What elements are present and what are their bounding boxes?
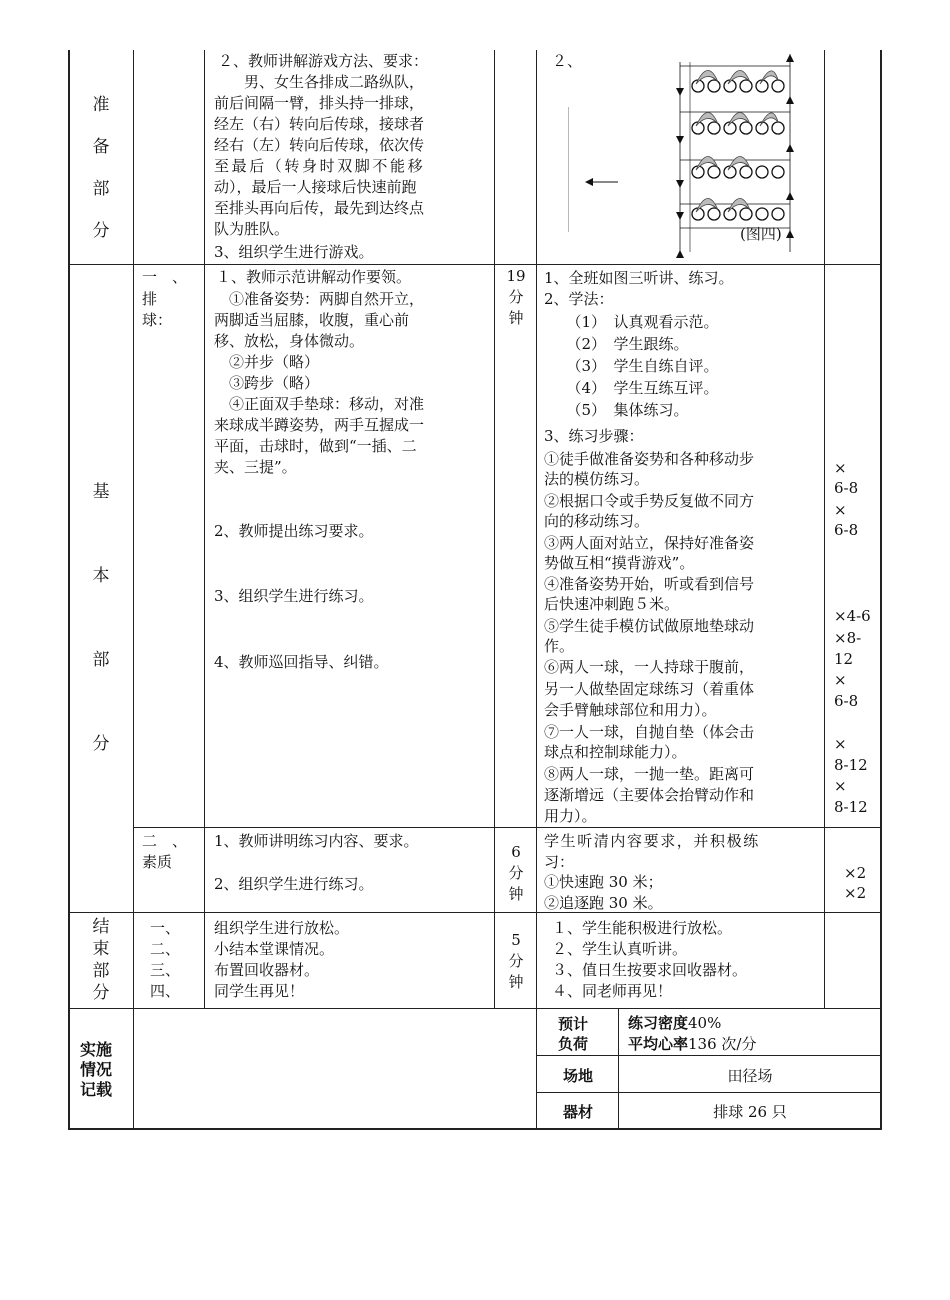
prep-student-num: ２、 [552,52,583,70]
lesson-plan-table: 准 备 部 分 ２、教师讲解游戏方法、要求： 男、女生各排成二路纵队， 前后间隔一臂，排头持一排球， 经左（右）转向后传球，接球者 经右（左）转向后传球，依次传 至最后（转身时双脚不能移 动），最后一人接球后快速前跑 至排头再向后传，最先到达终点 队为胜队。 3、组织学生进行游戏。 ２、 (图四) 基 本 部 分 一 、 排 球： １、教师示范讲解动作要领。 ①准备姿势：两脚自然开立， 两脚适当屈膝，收腹，重心前 移、放松，身体微动。 ②并步（略） ③跨步（略） ④正面双手垫球：移动，对准 来球成半蹲姿势，两手互握成一 平面，击球时，做到“一插、二 夹、三提”。 2、教师提出练习要求。 3、组织学生进行练习。 4、教师巡回指导、纠错。 19 分 钟 1、全班如图三听讲、练习。 2、学法： （1） 认真观看示范。 （2） 学生跟练。 （3） 学生自练自评。 （4） 学生互练互评。 （5） 集体练习。 3、练习步骤： ①徒手做准备姿势和各种移动步 法的模仿练习。 ②根据口令或手势反复做不同方 向的移动练习。 ③两人面对站立，保持好准备姿 势做互相“摸背游戏”。 ④准备姿势开始，听或看到信号 后快速冲刺跑５米。 ⑤学生徒手模仿试做原地垫球动 作。 ⑥两人一球，一人持球于腹前， 另一人做垫固定球练习（着重体 会手臂触球部位和用力）。 ⑦一人一球，自抛自垫（体会击 球点和控制球能力）。 ⑧两人一球，一抛一垫。距离可 逐渐增远（主要体会抬臂动作和 用力）。 × 6-8 × 6-8 ×4-6 ×8- 12 × 6-8 × 8-12 × 8-12 二 、 素质 1、教师讲明练习内容、要求。 2、组织学生进行练习。 6 分 钟 学生听清内容要求，并积极练 习： ①快速跑 30 米； ②追逐跑 30 米。 ×2 ×2 结 束 部 分 一、 二、 三、 四、 组织学生进行放松。 小结本堂课情况。 布置回收器材。 同学生再见！ 5 分 钟 １、学生能积极进行放松。 ２、学生认真听讲。 ３、值日生按要求回收器材。 ４、同老师再见！ 实施 情况 记载 预计 负荷 练习密度40% 平均心率136 次/分 场地 田径场 器材 排球 26 只 [68,50,881,1130]
venue-label: 场地 [562,1067,593,1085]
prep-section-label: 准 备 部 分 [92,95,110,241]
equipment-label: 器材 [562,1103,593,1121]
end-time: 5 分 钟 [508,931,524,991]
equipment-value: 排球 26 只 [713,1103,787,1121]
figure-caption: (图四) [740,225,782,243]
venue-value: 田径场 [727,1067,773,1085]
end-section-label: 结 束 部 分 [92,917,110,1003]
implementation-label: 实施 情况 记载 [80,1040,113,1099]
fitness-time: 6 分 钟 [508,843,524,903]
load-label: 预计 负荷 [558,1015,589,1053]
heart-rate-line: 平均心率136 次/分 [628,1035,757,1053]
density-line: 练习密度40% [628,1014,722,1032]
basic-section-label: 基 本 部 分 [92,482,110,754]
volleyball-time: 19 分 钟 [506,267,526,327]
